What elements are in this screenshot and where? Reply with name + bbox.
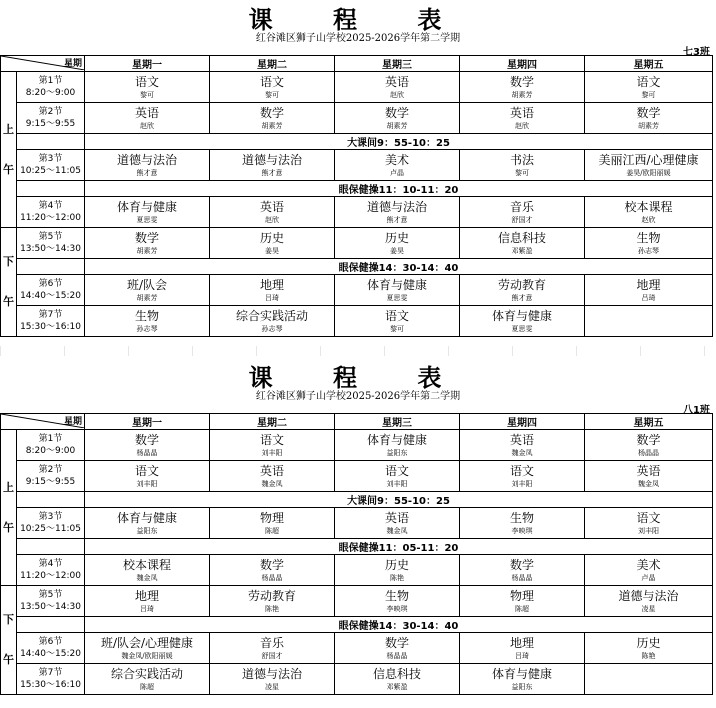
teacher-name: 熊才意 [386,216,408,224]
lesson-cell [585,461,713,492]
break-label: 眼保健操11：10-11：20 [85,181,713,197]
teacher-name: 黎可 [515,169,529,177]
period-label: 第3节 10:25～11:05 [17,508,85,539]
subject-name: 美术 [384,153,409,167]
day-header: 星期三 [335,414,460,430]
teacher-name: 夏思雯 [511,325,533,333]
subject-name: 综合实践活动 [110,667,183,681]
school-term-subtitle: 红谷滩区狮子山学校2025-2026学年第二学期 [255,391,461,402]
lesson-cell [335,275,460,306]
day-header: 星期四 [460,414,585,430]
teacher-name: 孙志琴 [261,325,283,333]
lesson-cell [210,586,335,617]
subject-name: 英语 [259,464,284,478]
break-label: 眼保健操11：05-11：20 [85,539,713,555]
lesson-cell [210,664,335,695]
subject-name: 生物 [134,309,159,323]
lesson-cell [210,306,335,337]
teacher-name: 陈超 [140,683,154,691]
subject-name: 历史 [259,231,284,245]
lesson-cell [210,72,335,103]
period-label: 第2节 9:15～9:55 [17,461,85,492]
teacher-name: 刘丰阳 [511,480,533,488]
school-term-subtitle: 红谷滩区狮子山学校2025-2026学年第二学期 [255,33,461,44]
teacher-name: 胡素芳 [638,122,659,130]
subject-name: 英语 [259,200,284,214]
subject-name: 数学 [259,106,284,120]
subject-name: 信息科技 [497,231,546,245]
lesson-cell [210,103,335,134]
period-row [1,430,713,461]
lesson-cell [85,275,210,306]
subject-name: 历史 [384,231,409,245]
period-label: 第7节 15:30～16:10 [17,306,85,337]
timetable-title: 课 程 表 [248,363,468,392]
period-label: 第4节 11:20～12:00 [17,555,85,586]
lesson-cell [585,430,713,461]
subject-name: 地理 [259,278,284,292]
subject-name: 语文 [259,75,284,89]
teacher-name: 黎可 [265,91,279,99]
teacher-name: 胡素芳 [261,122,283,130]
teacher-name: 魏金凤/欧阳丽媛 [121,652,173,660]
day-header: 星期一 [85,56,210,72]
lesson-cell [335,508,460,539]
lesson-cell [210,430,335,461]
teacher-name: 李映琪 [386,605,408,613]
subject-name: 美丽江西/心理健康 [598,153,699,167]
subject-name: 道德与法治 [241,153,302,167]
subject-name: 数学 [509,75,534,89]
teacher-name: 邓紫盈 [511,247,533,255]
lesson-cell [585,555,713,586]
teacher-name: 魏金凤 [511,449,533,457]
period-label: 第3节 10:25～11:05 [17,150,85,181]
lesson-cell [460,275,585,306]
period-row [1,197,713,228]
break-row [1,181,713,197]
teacher-name: 陈超 [265,527,279,535]
break-label: 眼保健操14：30-14：40 [85,259,713,275]
lesson-cell [460,228,585,259]
period-row [1,508,713,539]
lesson-cell [85,197,210,228]
subject-name: 体育与健康 [366,278,427,292]
subject-name: 语文 [636,75,661,89]
lesson-cell [85,430,210,461]
lesson-cell [460,72,585,103]
subject-name: 数学 [509,558,534,572]
subject-name: 历史 [384,558,409,572]
period-label: 第4节 11:20～12:00 [17,197,85,228]
subject-name: 数学 [384,636,409,650]
lesson-cell [585,150,713,181]
teacher-name: 黎可 [140,91,154,99]
teacher-name: 舒国才 [261,652,283,660]
teacher-name: 杨晶晶 [261,574,283,582]
day-header-row [1,56,713,72]
teacher-name: 熊才意 [261,169,283,177]
subject-name: 美术 [636,558,661,572]
break-label: 大课间9：55-10：25 [85,134,713,150]
period-row [1,633,713,664]
subject-name: 数学 [134,433,159,447]
period-label: 第5节 13:50～14:30 [17,228,85,259]
teacher-name: 赵欣 [515,122,529,130]
subject-name: 音乐 [259,636,284,650]
teacher-name: 益阳东 [511,683,533,691]
morning-label: 上 午 [1,72,17,228]
teacher-name: 益阳东 [386,449,408,457]
period-row [1,228,713,259]
teacher-name: 邓紫盈 [386,683,408,691]
period-row [1,664,713,695]
subject-name: 体育与健康 [491,667,552,681]
subject-name: 综合实践活动 [235,309,308,323]
lesson-cell [460,461,585,492]
subject-name: 英语 [134,106,159,120]
lesson-cell [210,275,335,306]
subject-name: 语文 [384,309,409,323]
subject-name: 语文 [384,464,409,478]
subject-name: 生物 [384,589,409,603]
day-header-row [1,414,713,430]
teacher-name: 卢晶 [390,169,404,177]
morning-label: 上 午 [1,430,17,586]
corner-header [1,56,85,72]
lesson-cell [460,508,585,539]
teacher-name: 刘丰阳 [638,527,659,535]
period-label: 第1节 8:20～9:00 [17,72,85,103]
lesson-cell [585,103,713,134]
lesson-cell [460,430,585,461]
teacher-name: 夏思雯 [386,294,408,302]
teacher-name: 胡素芳 [511,91,533,99]
lesson-cell [335,228,460,259]
teacher-name: 胡素芳 [136,247,158,255]
timetable-title: 课 程 表 [248,5,468,34]
lesson-cell [585,633,713,664]
subject-name: 数学 [134,231,159,245]
teacher-name: 杨晶晶 [511,574,533,582]
teacher-name: 吕琦 [641,294,656,302]
lesson-cell [460,633,585,664]
subject-name: 班/队会 [126,278,168,292]
lesson-cell [585,72,713,103]
lesson-cell [210,461,335,492]
lesson-cell [335,555,460,586]
teacher-name: 魏金凤 [638,480,659,488]
teacher-name: 黎可 [641,91,656,99]
teacher-name: 刘丰阳 [261,449,283,457]
break-label: 大课间9：55-10：25 [85,492,713,508]
period-label: 第2节 9:15～9:55 [17,103,85,134]
lesson-cell [335,103,460,134]
class-name: 七3班 [683,47,710,58]
lesson-cell [335,306,460,337]
teacher-name: 刘丰阳 [386,480,408,488]
period-row [1,72,713,103]
lesson-cell [85,555,210,586]
subject-name: 道德与法治 [366,200,427,214]
teacher-name: 魏金凤 [386,527,408,535]
subject-name: 信息科技 [372,667,421,681]
subject-name: 英语 [384,75,409,89]
teacher-name: 陈艳 [641,652,656,660]
subject-name: 历史 [636,636,661,650]
subject-name: 劳动教育 [247,589,296,603]
lesson-cell [335,72,460,103]
lesson-cell [585,306,713,337]
lesson-cell [585,664,713,695]
break-label: 眼保健操14：30-14：40 [85,617,713,633]
lesson-cell [460,586,585,617]
lesson-cell [210,633,335,664]
subject-name: 体育与健康 [116,511,177,525]
subject-name: 体育与健康 [491,309,552,323]
teacher-name: 夏思雯 [136,216,158,224]
afternoon-label: 下 午 [1,586,17,695]
subject-name: 地理 [636,278,661,292]
subject-name: 校本课程 [122,558,171,572]
lesson-cell [85,72,210,103]
teacher-name: 赵欣 [265,216,279,224]
lesson-cell [210,508,335,539]
subject-name: 数学 [636,433,661,447]
subject-name: 物理 [259,511,284,525]
break-row [1,134,713,150]
teacher-name: 赵欣 [641,216,656,224]
teacher-name: 姜昊 [390,247,404,255]
subject-name: 英语 [384,511,409,525]
lesson-cell [585,508,713,539]
teacher-name: 赵欣 [390,91,404,99]
teacher-name: 吕琦 [515,652,529,660]
teacher-name: 杨晶晶 [386,652,408,660]
subject-name: 班/队会/心理健康 [100,636,194,650]
sheet-divider [0,346,716,356]
teacher-name: 孙志琴 [638,247,659,255]
lesson-cell [85,664,210,695]
subject-name: 生物 [509,511,534,525]
subject-name: 数学 [636,106,661,120]
lesson-cell [335,197,460,228]
lesson-cell [85,306,210,337]
lesson-cell [460,306,585,337]
corner-header [1,414,85,430]
subject-name: 生物 [636,231,661,245]
break-row [1,617,713,633]
timetable-grid [0,55,713,337]
subject-name: 劳动教育 [497,278,546,292]
timetable-grid [0,413,713,695]
period-row [1,103,713,134]
lesson-cell [460,197,585,228]
lesson-cell [85,508,210,539]
day-header: 星期五 [585,414,713,430]
day-header: 星期五 [585,56,713,72]
period-label: 第1节 8:20～9:00 [17,430,85,461]
teacher-name: 益阳东 [136,527,158,535]
lesson-cell [335,461,460,492]
lesson-cell [335,633,460,664]
teacher-name: 熊才意 [136,169,158,177]
lesson-cell [335,150,460,181]
period-row [1,461,713,492]
subject-name: 音乐 [509,200,534,214]
subject-name: 体育与健康 [116,200,177,214]
day-header: 星期二 [210,56,335,72]
afternoon-label: 下 午 [1,228,17,337]
lesson-cell [585,275,713,306]
subject-name: 英语 [509,106,534,120]
lesson-cell [85,586,210,617]
lesson-cell [460,555,585,586]
subject-name: 书法 [509,153,534,167]
lesson-cell [85,461,210,492]
lesson-cell [335,586,460,617]
class-name: 八1班 [683,405,710,416]
period-label: 第7节 15:30～16:10 [17,664,85,695]
period-row [1,586,713,617]
lesson-cell [210,197,335,228]
period-row [1,275,713,306]
subject-name: 道德与法治 [618,589,679,603]
lesson-cell [460,150,585,181]
period-label: 第6节 14:40～15:20 [17,275,85,306]
teacher-name: 舒国才 [511,216,533,224]
lesson-cell [210,228,335,259]
teacher-name: 魏金凤 [261,480,283,488]
lesson-cell [460,103,585,134]
teacher-name: 吕琦 [265,294,279,302]
teacher-name: 熊才意 [511,294,533,302]
subject-name: 语文 [134,75,159,89]
corner-label: 星期 [63,417,82,427]
subject-name: 语文 [259,433,284,447]
period-label: 第6节 14:40～15:20 [17,633,85,664]
subject-name: 英语 [509,433,534,447]
subject-name: 语文 [509,464,534,478]
lesson-cell [335,664,460,695]
teacher-name: 李映琪 [511,527,533,535]
teacher-name: 赵欣 [140,122,154,130]
subject-name: 物理 [509,589,534,603]
teacher-name: 卢晶 [641,574,656,582]
period-row [1,150,713,181]
break-row [1,492,713,508]
subject-name: 语文 [134,464,159,478]
teacher-name: 姜昊 [265,247,279,255]
day-header: 星期四 [460,56,585,72]
subject-name: 数学 [259,558,284,572]
subject-name: 英语 [636,464,661,478]
subject-name: 体育与健康 [366,433,427,447]
lesson-cell [210,555,335,586]
teacher-name: 胡素芳 [136,294,158,302]
lesson-cell [85,228,210,259]
lesson-cell [585,197,713,228]
teacher-name: 黎可 [390,325,404,333]
teacher-name: 陈艳 [390,574,404,582]
period-row [1,306,713,337]
break-row [1,539,713,555]
teacher-name: 吕琦 [140,605,154,613]
teacher-name: 凌星 [641,605,656,613]
lesson-cell [335,430,460,461]
subject-name: 地理 [509,636,534,650]
lesson-cell [585,228,713,259]
teacher-name: 刘丰阳 [136,480,158,488]
lesson-cell [585,586,713,617]
day-header: 星期三 [335,56,460,72]
teacher-name: 杨晶晶 [136,449,158,457]
teacher-name: 孙志琴 [136,325,158,333]
teacher-name: 魏金凤 [136,574,158,582]
subject-name: 语文 [636,511,661,525]
teacher-name: 杨晶晶 [638,449,659,457]
break-row [1,259,713,275]
subject-name: 数学 [384,106,409,120]
lesson-cell [85,633,210,664]
corner-label: 星期 [63,59,82,69]
day-header: 星期一 [85,414,210,430]
teacher-name: 陈超 [515,605,529,613]
subject-name: 地理 [134,589,159,603]
subject-name: 校本课程 [624,200,673,214]
subject-name: 道德与法治 [116,153,177,167]
teacher-name: 胡素芳 [386,122,408,130]
lesson-cell [85,103,210,134]
period-label: 第5节 13:50～14:30 [17,586,85,617]
day-header: 星期二 [210,414,335,430]
period-row [1,555,713,586]
teacher-name: 姜昊/欧阳丽媛 [626,169,671,177]
lesson-cell [210,150,335,181]
lesson-cell [460,664,585,695]
teacher-name: 陈艳 [265,605,279,613]
lesson-cell [85,150,210,181]
subject-name: 道德与法治 [241,667,302,681]
teacher-name: 凌星 [265,683,279,691]
